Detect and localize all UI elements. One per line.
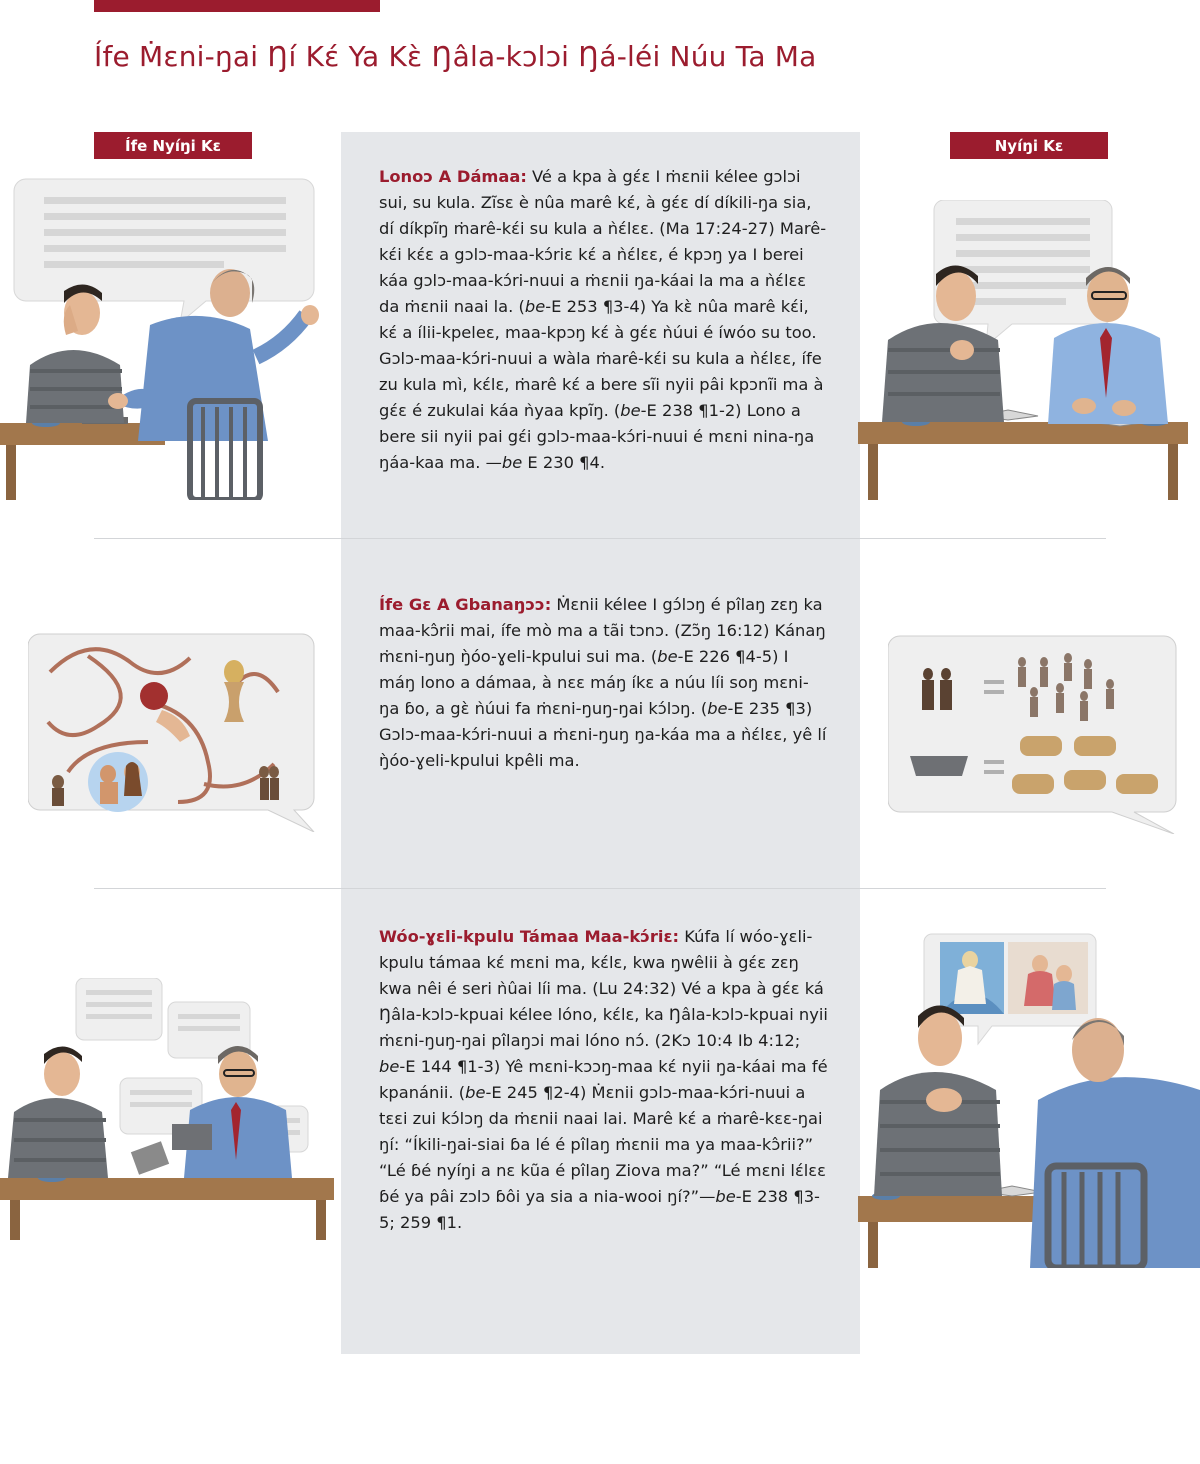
illustration-equation-bubble [888, 634, 1178, 834]
ref-abbrev: be [715, 1187, 736, 1206]
section-1-body: Vé a kpa à gɛ́ɛ I ṁɛnii kélee gɔlɔi sui, su kula. Zĩsɛ è nûa marê kɛ́, à gɛ́ɛ dí díkili-ŋa sia, dí díkpĩŋ ṁarê-kɛ́i su kula a ǹɛ́lɛɛ. (Ma 17:24-27) Marê-kɛ́i kɛ́ɛ a gɔlɔ-maa-kɔ́riɛ kɛ́ a ǹɛ́lɛɛ, é kpɔŋ ya I berei káa gɔlɔ-maa-kɔ́ri-nuui a ṁɛnii ŋa-káai la ma a ǹɛ́lɛɛ da ṁɛnii naai la. ( [379, 167, 827, 316]
section-1-body-cont: -E 253 ¶3-4) Ya kɛ̀ nûa marê kɛ́i, kɛ́ a ílii-kpeleɛ, maa-kpɔŋ kɛ́ à gɛ́ɛ ǹúui é íwóo su too. Gɔlɔ-maa-kɔ́ri-nuui a wàla ṁarê-kɛ́i su kula a ǹɛ́lɛɛ, ífe zu kula mì, kɛ́lɛ, ṁarê kɛ́ a bere sĩi nyii pâi kpɔnĩi ma à gɛ́ɛ é zukulai káa ǹyaa kpĩŋ. ( [379, 297, 824, 420]
ref-abbrev: be [657, 647, 678, 666]
section-1-body-end: E 230 ¶4. [522, 453, 606, 472]
page-title: Ífe Ṁɛni-ŋai Ŋí Kɛ́ Ya Kɛ̀ Ŋâla-kɔlɔi Ŋá-léi Núu Ta Ma [94, 40, 817, 73]
illustration-reasoning-bubble [28, 632, 318, 832]
section-3-body-end: -E 238 ¶3-5; 259 ¶1. [379, 1187, 820, 1232]
illustration-heart-left [0, 978, 334, 1240]
section-3-body: Kúfa lí wóo-ɣɛli-kpulu támaa kɛ́ mɛni ma, kɛ́lɛ, kwa ŋwêlii à gɛ́ɛ zɛŋ kwa nêi é seri ǹûai líi ma. (Lu 24:32) Vé a kpa à gɛ́ɛ ká Ŋâla-kɔlɔ-kpuai kélee lóno, kɛ́lɛ, ka Ŋâla-kɔlɔ-kpuai nyii ṁɛni-ŋuŋ-ŋai pîlaŋɔi mai lóno nɔ́. (2Kɔ 10:4 Ib 4:12; [379, 927, 828, 1050]
section-1-text [379, 164, 829, 476]
section-2-body-end: -E 235 ¶3) Gɔlɔ-maa-kɔ́ri-nuui a ṁɛni-ŋuŋ ŋa-káa ma a ǹɛ́lɛɛ, yê lí ŋ̀óo-ɣeli-kpului kpêli ma. [379, 699, 827, 770]
illustration-discussion-right [858, 200, 1200, 500]
label-right-tag: Nyíŋi Kɛ [950, 132, 1108, 159]
section-divider [94, 538, 1106, 539]
top-accent-bar [94, 0, 380, 12]
label-left-tag: Ífe Nyíŋi Kɛ [94, 132, 252, 159]
ref-abbrev: be [379, 1057, 400, 1076]
section-1-body-cont: -E 238 ¶1-2) Lono a bere sii nyii pai gɛ́i gɔlɔ-maa-kɔ́ri-nuui é mɛni nina-ŋa ŋáa-kaa ma. — [379, 401, 815, 472]
ref-abbrev: be [620, 401, 641, 420]
section-1-heading: Lonoɔ A Dámaa: [379, 167, 527, 186]
ref-abbrev: be [501, 453, 523, 472]
section-2-text [379, 592, 829, 774]
illustration-heart-right [858, 930, 1200, 1268]
section-3-heading: Wóo-ɣɛli-kpulu Támaa Maa-kɔ́riɛ: [379, 927, 680, 946]
ref-abbrev: be [465, 1083, 486, 1102]
illustration-discussion-left [0, 175, 320, 500]
section-3-body-cont: -E 245 ¶2-4) Ṁɛnii gɔlɔ-maa-kɔ́ri-nuui a tɛɛi zui kɔ́lɔŋ da ṁɛnii naai lai. Marê kɛ́ a ṁarê-kɛɛ-ŋai ŋí: “Íkili-ŋai-siai ɓa lé é pîlaŋ ṁɛnii ma ya maa-kɔ̂rii?” “Lé ɓé nyíŋi a nɛ kũa é pîlaŋ Ziova ma?” “Lé mɛni lɛ́lɛɛ ɓé ya pâi zɔlɔ ɓôi ya sia a nia-wooi ŋí?”— [379, 1083, 826, 1206]
section-3-text [379, 924, 829, 1236]
section-divider [94, 888, 1106, 889]
section-2-body: Ṁɛnii kélee I gɔ́lɔŋ é pîlaŋ zɛŋ ka maa-kɔ̂rii mai, ífe mò ma a tãi tɔnɔ. (Zɔ̃ŋ 16:12) Kánaŋ ṁɛni-ŋuŋ ŋ̀óo-ɣeli-kpului sui ma. ( [379, 595, 826, 666]
section-2-body-cont: -E 226 ¶4-5) I máŋ lono a dámaa, à nɛɛ máŋ íkɛ a núu líi soŋ mɛni-ŋa ɓo, a gɛ̀ ǹúui fa ṁɛni-ŋuŋ-ŋai kɔ́lɔŋ. ( [379, 647, 809, 718]
ref-abbrev: be [707, 699, 728, 718]
ref-abbrev: be [524, 297, 546, 316]
section-2-heading: Ífe Gɛ A Gbanaŋɔɔ: [379, 595, 552, 614]
section-3-body-cont: -E 144 ¶1-3) Yê mɛni-kɔɔŋ-maa kɛ́ nyii ŋa-káai ma fé kpanánii. ( [379, 1057, 828, 1102]
